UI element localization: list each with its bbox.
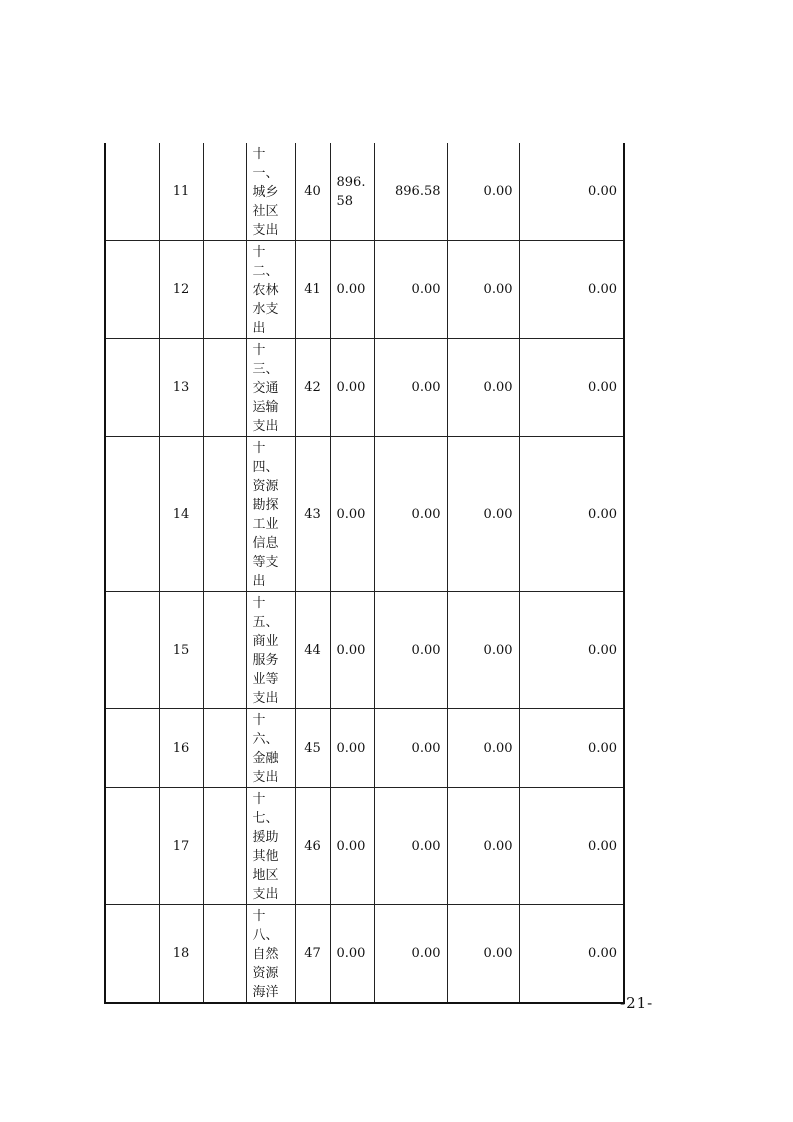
row-value-4: 0.00 — [519, 905, 624, 1004]
row-value-3: 0.00 — [447, 143, 519, 241]
table-row — [105, 905, 624, 1004]
row-value-3: 0.00 — [447, 905, 519, 1004]
row-line-number: 40 — [295, 143, 330, 241]
blank-cell — [105, 143, 159, 241]
row-value-4: 0.00 — [519, 143, 624, 241]
row-seq: 17 — [159, 788, 203, 905]
row-value-2: 896.58 — [374, 143, 447, 241]
row-name — [246, 241, 295, 339]
row-value-1-text: 0.00 — [336, 838, 366, 854]
table-row — [105, 339, 624, 437]
row-value-4: 0.00 — [519, 241, 624, 339]
row-value-1-text: 0.00 — [336, 282, 366, 297]
row-name — [246, 437, 295, 592]
row-name-text: 十六、金融支出 — [252, 713, 279, 785]
row-value-1-text: 0.00 — [336, 946, 366, 961]
row-value-4: 0.00 — [519, 339, 624, 437]
row-line-number: 43 — [295, 437, 330, 592]
row-line-number: 42 — [295, 339, 330, 437]
blank-cell — [203, 437, 246, 592]
row-value-2: 0.00 — [374, 905, 447, 1004]
row-line-number: 41 — [295, 241, 330, 339]
row-name — [246, 905, 295, 1004]
row-value-1 — [330, 143, 374, 241]
blank-cell — [105, 905, 159, 1004]
blank-cell — [105, 339, 159, 437]
row-name-text: 十四、资源勘探工业信息等支出 — [252, 441, 279, 589]
row-line-number: 46 — [295, 788, 330, 905]
row-value-2: 0.00 — [374, 788, 447, 905]
row-value-2: 0.00 — [374, 241, 447, 339]
row-name-text: 十五、商业服务业等支出 — [252, 596, 279, 706]
row-value-3: 0.00 — [447, 592, 519, 709]
row-value-2: 0.00 — [374, 437, 447, 592]
row-value-1-text: 896.58 — [336, 174, 366, 209]
row-line-number: 44 — [295, 592, 330, 709]
row-value-1 — [330, 592, 374, 709]
table-row — [105, 709, 624, 788]
blank-cell — [203, 709, 246, 788]
row-line-number: 47 — [295, 905, 330, 1004]
row-seq: 14 — [159, 437, 203, 592]
row-seq: 12 — [159, 241, 203, 339]
blank-cell — [203, 905, 246, 1004]
blank-cell — [203, 788, 246, 905]
row-seq: 18 — [159, 905, 203, 1004]
table-row — [105, 437, 624, 592]
row-value-3: 0.00 — [447, 241, 519, 339]
row-value-4: 0.00 — [519, 437, 624, 592]
row-value-1 — [330, 905, 374, 1004]
table-body — [105, 143, 624, 1003]
row-value-3: 0.00 — [447, 709, 519, 788]
row-name-text: 十二、农林水支出 — [252, 245, 279, 336]
row-seq: 11 — [159, 143, 203, 241]
row-seq: 13 — [159, 339, 203, 437]
row-value-1 — [330, 437, 374, 592]
row-value-1-text: 0.00 — [336, 506, 366, 522]
row-value-1 — [330, 339, 374, 437]
table-row — [105, 788, 624, 905]
row-value-1-text: 0.00 — [336, 740, 366, 756]
row-value-1-text: 0.00 — [336, 642, 366, 658]
row-value-1 — [330, 788, 374, 905]
row-line-number: 45 — [295, 709, 330, 788]
row-name-text: 十八、自然资源海洋 — [252, 909, 279, 1000]
row-seq: 16 — [159, 709, 203, 788]
row-value-2: 0.00 — [374, 592, 447, 709]
row-name — [246, 592, 295, 709]
row-value-3: 0.00 — [447, 788, 519, 905]
blank-cell — [105, 437, 159, 592]
blank-cell — [203, 339, 246, 437]
row-value-4: 0.00 — [519, 709, 624, 788]
blank-cell — [203, 592, 246, 709]
page-number: -21- — [620, 994, 654, 1012]
row-name — [246, 788, 295, 905]
row-value-3: 0.00 — [447, 437, 519, 592]
table-row — [105, 592, 624, 709]
row-name — [246, 709, 295, 788]
row-name-text: 十一、城乡社区支出 — [252, 147, 279, 238]
row-name-text: 十三、交通运输支出 — [252, 343, 279, 434]
blank-cell — [105, 788, 159, 905]
blank-cell — [105, 592, 159, 709]
blank-cell — [203, 241, 246, 339]
row-name-text: 十七、援助其他地区支出 — [252, 792, 279, 902]
table-row — [105, 241, 624, 339]
row-value-1-text: 0.00 — [336, 380, 366, 395]
blank-cell — [203, 143, 246, 241]
row-name — [246, 143, 295, 241]
row-value-4: 0.00 — [519, 592, 624, 709]
blank-cell — [105, 241, 159, 339]
row-value-1 — [330, 709, 374, 788]
blank-cell — [105, 709, 159, 788]
row-value-4: 0.00 — [519, 788, 624, 905]
row-value-2: 0.00 — [374, 339, 447, 437]
table-row — [105, 143, 624, 241]
row-value-1 — [330, 241, 374, 339]
row-value-2: 0.00 — [374, 709, 447, 788]
row-seq: 15 — [159, 592, 203, 709]
row-name — [246, 339, 295, 437]
row-value-3: 0.00 — [447, 339, 519, 437]
expenditure-table — [104, 143, 625, 1004]
